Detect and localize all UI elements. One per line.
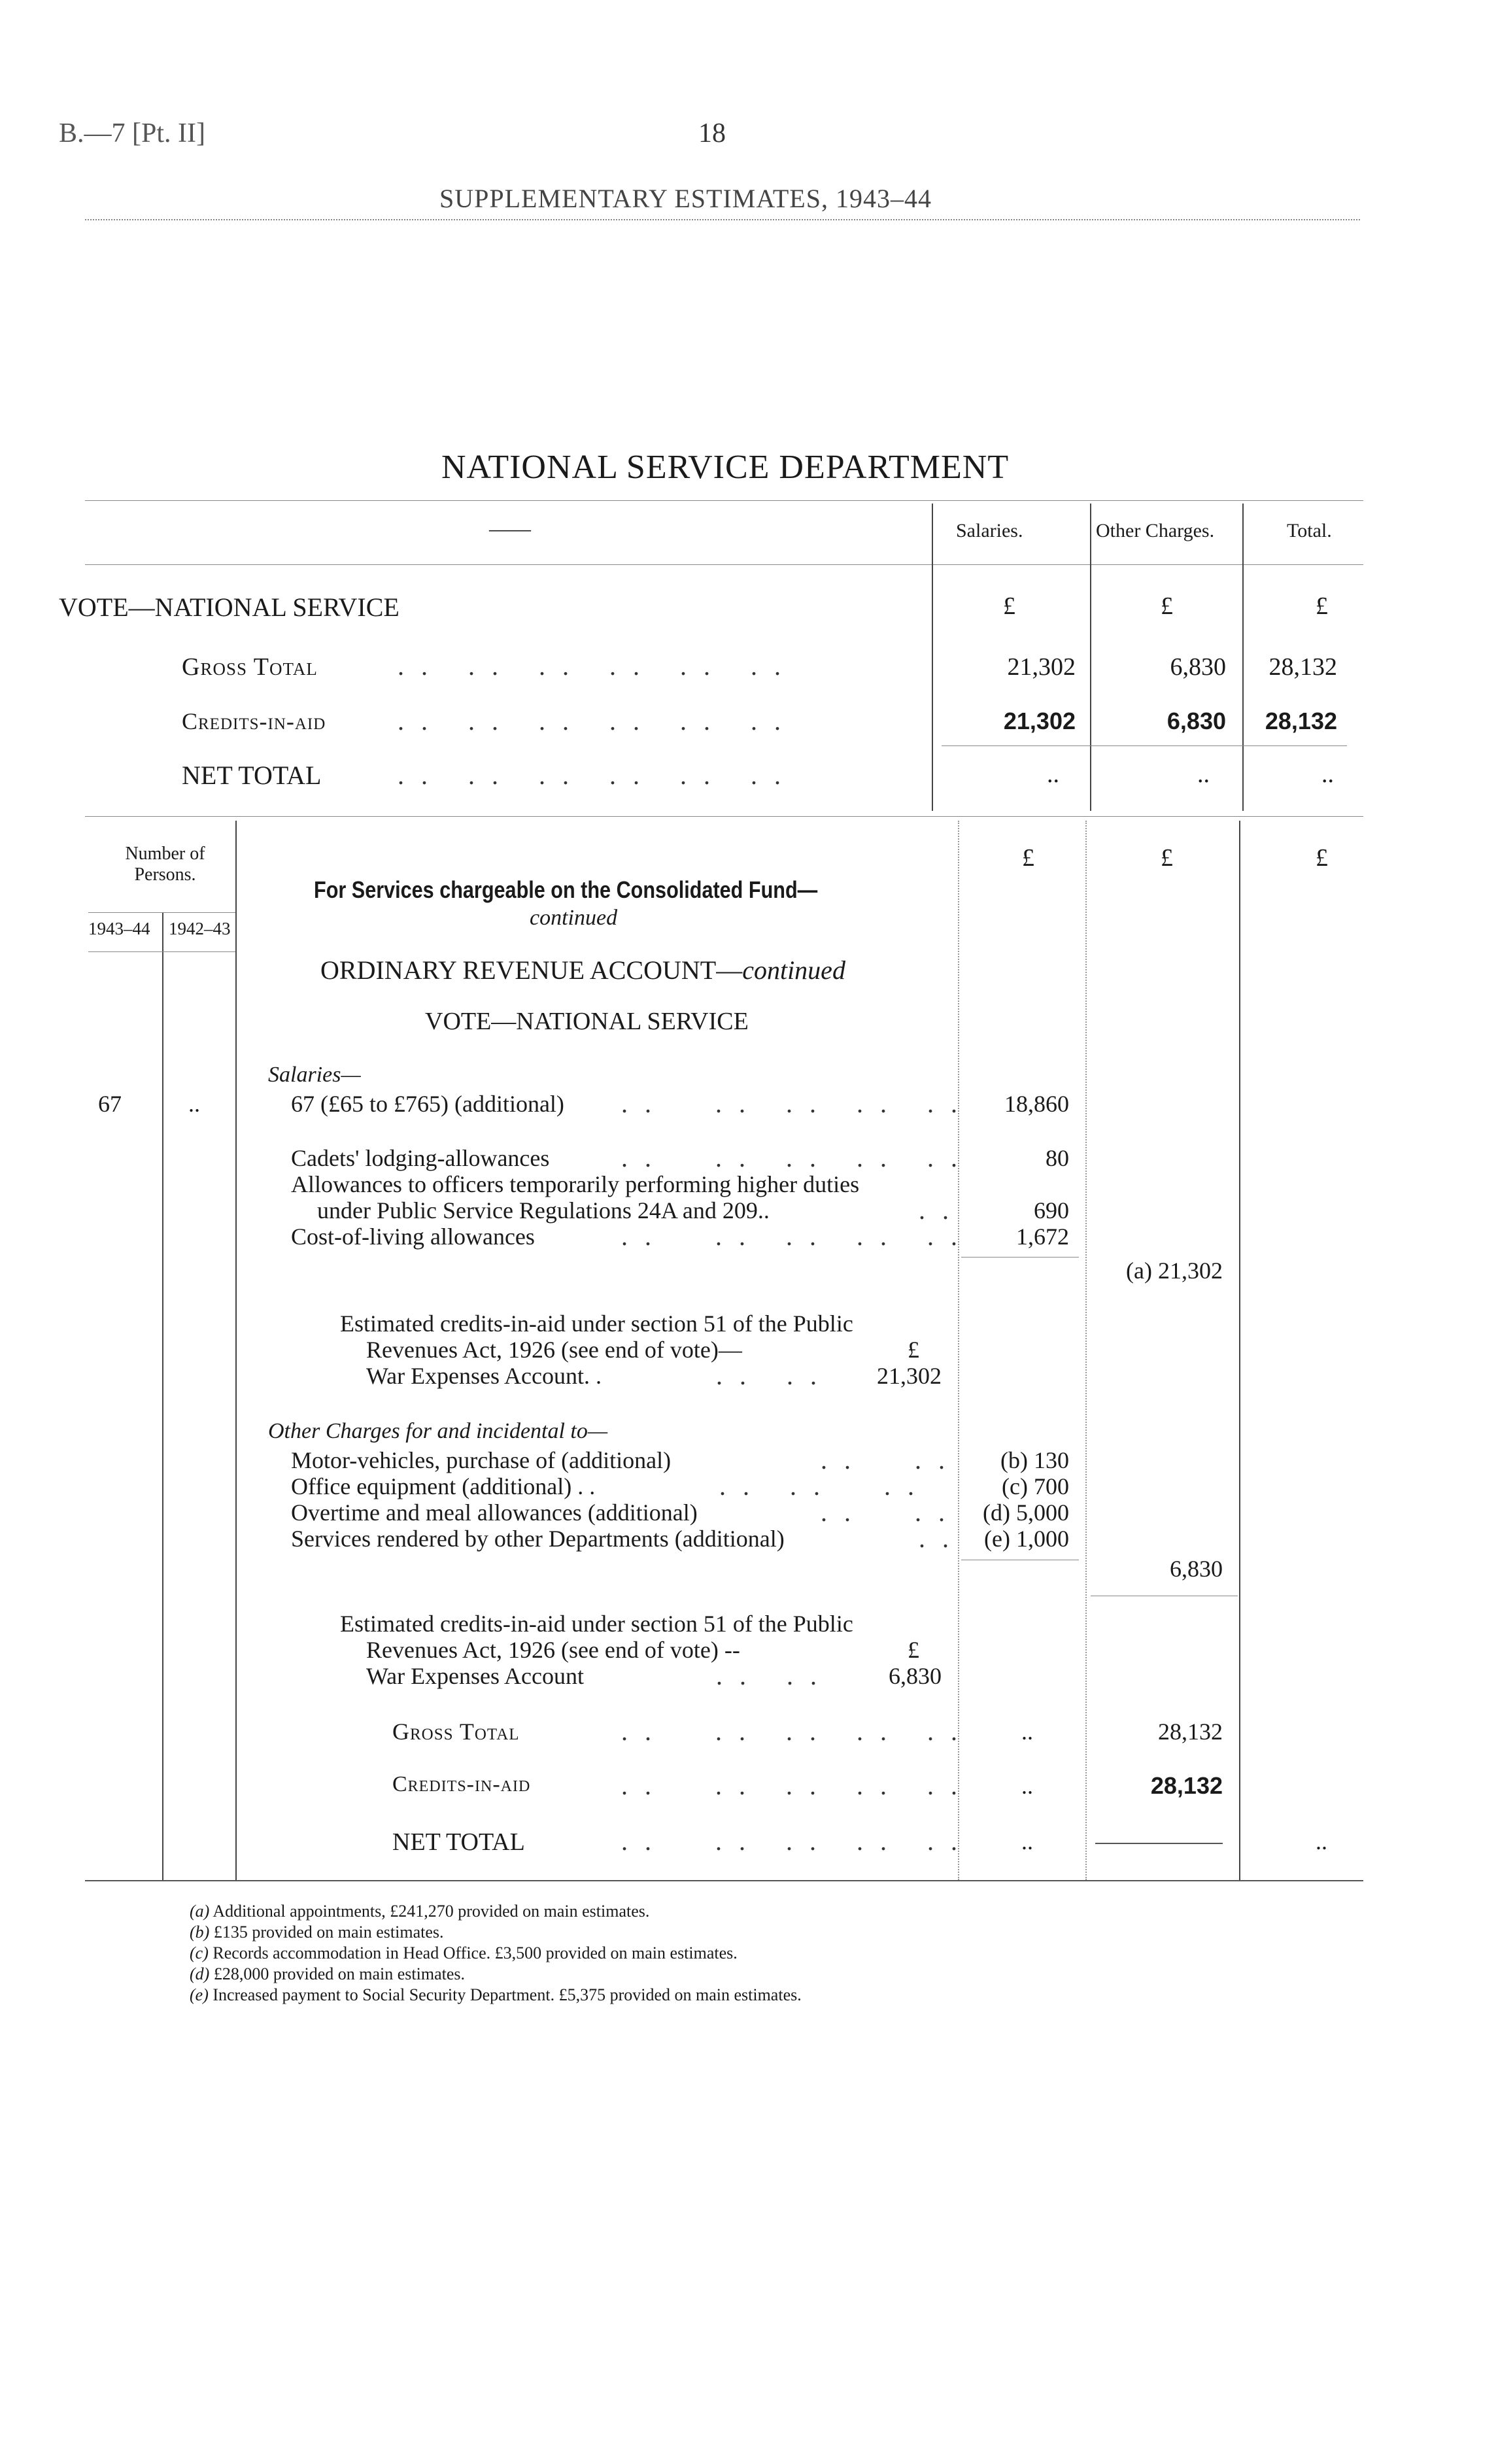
credits2-line3: War Expenses Account <box>366 1663 584 1689</box>
summary-gross-total: 28,132 <box>1268 653 1337 681</box>
summary-currency-other: £ <box>1161 592 1173 620</box>
detail-currency-col3: £ <box>1316 844 1328 872</box>
footnote-e-text: Increased payment to Social Security Department. £5,375 provided on main estimates. <box>213 1985 802 2004</box>
detail-heading: For Services chargeable on the Consolidated Fund— <box>314 876 818 903</box>
other-item-overtime: Overtime and meal allowances (additional) <box>291 1499 698 1526</box>
summary-col-divider-2 <box>1090 504 1091 811</box>
persons-year-1942: 1942–43 <box>169 919 231 938</box>
detail-gross-total-leader: .. .. .. .. .. <box>621 1717 974 1746</box>
persons-year-1943: 1943–44 <box>88 919 150 938</box>
other-item-motor-vehicles-leader: .. .. <box>821 1445 962 1475</box>
summary-currency-salaries: £ <box>1003 592 1015 620</box>
detail-bottom-rule <box>85 1880 1363 1881</box>
summary-col-divider-1 <box>932 504 933 811</box>
other-item-overtime-amount: (d) 5,000 <box>983 1499 1069 1526</box>
cost-of-living-leader: .. .. .. .. .. <box>621 1222 974 1251</box>
salaries-total-amount: (a) 21,302 <box>1126 1258 1223 1284</box>
allowances-line1: Allowances to officers temporarily performing higher duties <box>291 1171 860 1197</box>
summary-header-salaries: Salaries. <box>956 520 1023 541</box>
detail-gross-total-col1: .. <box>1021 1719 1033 1745</box>
detail-credits-label: Credits-in-aid <box>392 1772 531 1796</box>
footnote-b-text: £135 provided on main estimates. <box>213 1923 444 1942</box>
footnote-c-text: Records accommodation in Head Office. £3,500 provided on main estimates. <box>213 1943 738 1962</box>
cost-of-living-amount: 1,672 <box>1016 1223 1069 1250</box>
persons-year-rule <box>88 951 235 952</box>
summary-credits-other: 6,830 <box>1166 708 1226 734</box>
other-item-services-amount: (e) 1,000 <box>984 1526 1069 1552</box>
other-item-overtime-leader: .. .. <box>821 1497 962 1527</box>
other-item-services-leader: .. <box>919 1524 966 1553</box>
account-heading <box>320 955 845 985</box>
detail-net-total-col1: .. <box>1021 1828 1033 1855</box>
detail-amount-col3-rule <box>1239 821 1240 1880</box>
credits2-line2: Revenues Act, 1926 (see end of vote) -- <box>366 1637 740 1663</box>
detail-net-total-label: NET TOTAL <box>392 1828 525 1856</box>
detail-top-rule <box>85 816 1363 817</box>
cadets-text: Cadets' lodging-allowances <box>291 1145 550 1171</box>
salaries-line-amount: 18,860 <box>1004 1091 1069 1117</box>
cadets-amount: 80 <box>1046 1145 1069 1171</box>
credits1-leader: .. .. <box>716 1361 834 1390</box>
other-item-office-equipment: Office equipment (additional) . . <box>291 1473 596 1499</box>
summary-gross-salaries: 21,302 <box>1007 653 1076 681</box>
other-item-motor-vehicles: Motor-vehicles, purchase of (additional) <box>291 1447 672 1473</box>
other-item-motor-vehicles-amount: (b) 130 <box>1000 1447 1069 1473</box>
footnote-c-mark: (c) <box>190 1943 209 1962</box>
footnote-b-mark: (b) <box>190 1923 210 1942</box>
footnote-a <box>190 1902 649 1921</box>
persons-header-rule <box>88 912 235 913</box>
summary-credits-total: 28,132 <box>1265 708 1337 734</box>
detail-credits-leader: .. .. .. .. .. <box>621 1771 974 1800</box>
detail-net-total-col2-rule <box>1095 1843 1223 1844</box>
header-rule <box>85 219 1360 220</box>
salaries-subtotal-rule <box>961 1257 1079 1258</box>
summary-vote-label: VOTE—NATIONAL SERVICE <box>59 592 400 622</box>
allowances-amount: 690 <box>1034 1197 1069 1223</box>
summary-net-total: .. <box>1321 761 1334 788</box>
credits1-line1: Estimated credits-in-aid under section 51 of the Public <box>340 1310 853 1337</box>
detail-gross-total-label: Gross Total <box>392 1719 520 1745</box>
footnote-d-mark: (d) <box>190 1964 210 1983</box>
detail-currency-col1: £ <box>1022 844 1034 872</box>
footnote-d <box>190 1964 465 1984</box>
detail-credits-col1: .. <box>1021 1773 1033 1799</box>
summary-credits-leader: .. .. .. .. .. .. <box>398 706 798 736</box>
summary-credits-rule <box>942 745 1347 746</box>
credits2-line1: Estimated credits-in-aid under section 51 of the Public <box>340 1611 853 1637</box>
credits1-line2: Revenues Act, 1926 (see end of vote)— <box>366 1337 742 1363</box>
footnote-e <box>190 1985 802 2005</box>
detail-persons-divider <box>162 912 163 1880</box>
summary-credits-salaries: 21,302 <box>1003 708 1076 734</box>
detail-persons-right-rule <box>235 821 237 1880</box>
credits2-leader: .. .. <box>716 1661 834 1690</box>
footnote-a-mark: (a) <box>190 1902 210 1921</box>
summary-gross-total-leader: .. .. .. .. .. .. <box>398 651 798 681</box>
other-charges-heading: Other Charges for and incidental to— <box>268 1419 608 1443</box>
credits2-amount: 6,830 <box>889 1663 942 1689</box>
vote-heading: VOTE—NATIONAL SERVICE <box>425 1008 749 1035</box>
footnote-e-mark: (e) <box>190 1985 209 2004</box>
salaries-line-leader: .. .. .. .. .. <box>621 1089 974 1118</box>
allowances-line2: under Public Service Regulations 24A and 209.. <box>317 1197 770 1223</box>
detail-gross-total-col2: 28,132 <box>1158 1719 1223 1745</box>
running-title: SUPPLEMENTARY ESTIMATES, 1943–44 <box>439 184 932 213</box>
cost-of-living-text: Cost-of-living allowances <box>291 1223 535 1250</box>
summary-header-total: Total. <box>1287 520 1332 541</box>
page-number: 18 <box>698 118 726 148</box>
footnote-b <box>190 1923 444 1942</box>
other-item-office-equipment-leader: .. .. .. <box>719 1471 931 1501</box>
footnote-a-text: Additional appointments, £241,270 provided on main estimates. <box>213 1902 650 1921</box>
detail-amount-col2-rule <box>1085 821 1087 1880</box>
department-title: NATIONAL SERVICE DEPARTMENT <box>441 449 1010 486</box>
persons-1942-value: .. <box>188 1091 200 1117</box>
persons-header: Number of Persons. <box>125 844 205 885</box>
summary-net-other: .. <box>1197 761 1210 788</box>
detail-net-total-leader: .. .. .. .. .. <box>621 1826 974 1856</box>
detail-net-total-col3: .. <box>1316 1828 1327 1855</box>
credits1-line2-currency: £ <box>908 1337 919 1363</box>
detail-currency-col2: £ <box>1161 844 1173 872</box>
footnote-c <box>190 1943 738 1963</box>
credits1-line3: War Expenses Account. . <box>366 1363 602 1389</box>
summary-gross-total-label: Gross Total <box>182 653 318 681</box>
summary-col-divider-3 <box>1242 504 1244 811</box>
credits1-amount: 21,302 <box>877 1363 942 1389</box>
salaries-heading: Salaries— <box>268 1063 361 1087</box>
footnote-d-text: £28,000 provided on main estimates. <box>213 1964 465 1983</box>
detail-credits-col2: 28,132 <box>1150 1772 1223 1799</box>
allowances-leader: .. <box>919 1195 966 1225</box>
summary-credits-label: Credits-in-aid <box>182 708 326 734</box>
cadets-leader: .. .. .. .. .. <box>621 1143 974 1172</box>
account-heading-text: ORDINARY REVENUE ACCOUNT— <box>320 955 743 985</box>
other-item-office-equipment-amount: (c) 700 <box>1002 1473 1069 1499</box>
credits2-line2-currency: £ <box>908 1637 919 1663</box>
account-heading-continued: continued <box>742 955 845 985</box>
summary-net-salaries: .. <box>1047 761 1059 788</box>
summary-header-other-charges: Other Charges. <box>1096 520 1215 541</box>
summary-top-rule <box>85 500 1363 501</box>
detail-heading-continued: continued <box>530 906 618 930</box>
summary-currency-total: £ <box>1316 592 1328 620</box>
other-item-services: Services rendered by other Departments (additional) <box>291 1526 785 1552</box>
persons-1943-value: 67 <box>98 1091 122 1117</box>
summary-header-rule <box>85 564 1363 565</box>
summary-net-total-leader: .. .. .. .. .. .. <box>398 761 798 790</box>
salaries-line-text: 67 (£65 to £765) (additional) <box>291 1091 564 1117</box>
summary-gross-other: 6,830 <box>1170 653 1226 681</box>
other-total-amount: 6,830 <box>1170 1556 1223 1582</box>
summary-net-total-label: NET TOTAL <box>182 761 322 790</box>
summary-header-blank: —— <box>489 517 531 540</box>
document-reference: B.—7 [Pt. II] <box>59 118 205 148</box>
